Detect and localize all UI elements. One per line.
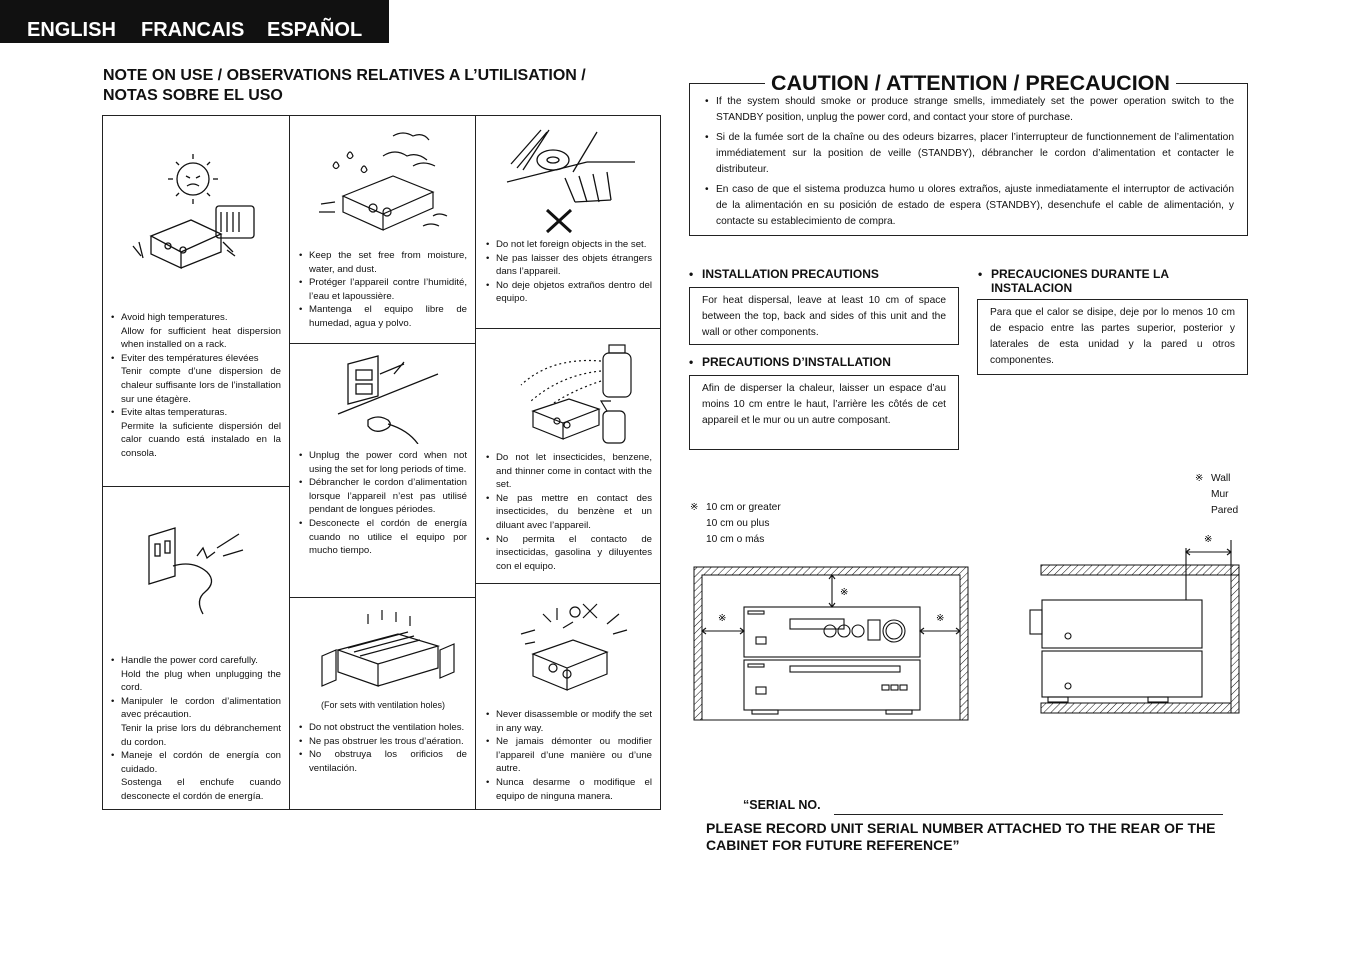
mark-left: ※: [718, 613, 727, 624]
serial-number-line: [834, 814, 1223, 815]
side-clearance-diagram: [1028, 530, 1243, 718]
serial-record-note: PLEASE RECORD UNIT SERIAL NUMBER ATTACHED TO THE REAR OF THE CABINET FOR FUTURE REFERENCE”: [706, 820, 1216, 853]
disassemble-illustration: [513, 594, 638, 699]
ventilation-illustration: [318, 610, 458, 695]
mark-right: ※: [936, 613, 945, 624]
installation-text-fr: Afin de disperser la chaleur, laisser un espace d’au moins 10 cm entre le haut, l’arrière les côtés de cet appareil et le mur ou un autre composant.: [689, 375, 959, 450]
front-clearance-diagram: [692, 565, 970, 723]
foreign-objects-illustration: [503, 124, 643, 234]
caution-list: • If the system should smoke or produce strange smells, immediately set the power operation switch to the STANDBY position, unplug the power cord, and contact your store of purchase. • Si de la fumée sort de la chaîne ou des odeurs bizarres, placer l’interrupteur de functionnement de l’alimentation immédiatement sur la position de veille (STANDBY), débrancher le cordon d’alimentation et contacter le distributeur. • En caso de que el sistema produzca humo u olores extraños, ajuste inmediatamente el interruptor de activación de la alimentación en su posición de estado de espera (STANDBY), desenchufe el cable de alimentación, y contacte su establecimiento de compra.: [705, 94, 1234, 234]
caution-title: CAUTION / ATTENTION / PRECAUCION: [765, 70, 1176, 96]
insecticide-illustration: [503, 341, 648, 451]
moisture-illustration: [313, 126, 458, 241]
note-grid: [102, 115, 661, 810]
installation-heading-fr: • PRECAUTIONS D’INSTALLATION: [689, 355, 891, 369]
moisture-notes: • Keep the set free from moisture, water, and dust. • Protéger l’appareil contre l’humidité, l’eau et lapoussière. • Mantenga el equipo libre de humedad, agua y polvo.: [299, 249, 467, 331]
installation-heading-en: • INSTALLATION PRECAUTIONS: [689, 267, 879, 281]
disassemble-notes: • Never disassemble or modify the set in any way. • Ne jamais démonter ou modifier l’appareil d’une manière ou d’une autre. • Nunca desarme o modifique el equipo de ninguna manera.: [486, 708, 652, 803]
power-cord-illustration: [133, 516, 253, 626]
mark-side: ※: [1204, 534, 1213, 545]
serial-label: “SERIAL NO.: [743, 798, 821, 812]
cord-notes: • Handle the power cord carefully. Hold the plug when unplugging the cord. • Manipuler le cordon d’alimentation avec précaution. Tenir la prise lors du débranchement du cordon. • Maneje el cordón de energía con cuidado. Sostenga el enchufe cuando desconecte el cordón de energía.: [111, 654, 281, 804]
mark-top: ※: [840, 587, 849, 598]
distance-legend: ※ 10 cm or greater 10 cm ou plus 10 cm o más: [690, 502, 781, 545]
vent-caption: (For sets with ventilation holes): [321, 700, 446, 710]
note-on-use-title: [103, 66, 663, 106]
hot-sun-illustration: [123, 146, 263, 276]
lang-espanol: ESPAÑOL: [267, 19, 363, 41]
language-bar: [0, 0, 389, 43]
installation-heading-es: • PRECAUCIONES DURANTE LA INSTALACION: [978, 267, 1170, 295]
note-title-line2: NOTAS SOBRE EL USO: [103, 87, 283, 104]
installation-text-es: Para que el calor se disipe, deje por lo menos 10 cm de espacio entre las partes superior, posterior y laterales de esta unidad y la pared u otros componentes.: [977, 299, 1248, 375]
installation-text-en: For heat dispersal, leave at least 10 cm of space between the top, back and sides of this unit and the wall or other components.: [689, 287, 959, 345]
lang-francais: FRANCAIS: [141, 19, 245, 41]
heat-notes: • Avoid high temperatures. Allow for sufficient heat dispersion when installed on a rack. • Eviter des températures élevées Tenir compte d’une dispersion de chaleur suffisante lors de l’installation sur une étagère. • Evite altas temperaturas. Permite la suficiente dispersión del calor cuando está instalado en la consola.: [111, 311, 281, 461]
insecticide-notes: • Do not let insecticides, benzene, and thinner come in contact with the set. • Ne pas mettre en contact des insecticides, du benzène et un diluant avec l’appareil. • No permita el contacto de insecticidas, gasolina y diluyentes con el equipo.: [486, 451, 652, 573]
lang-english: ENGLISH: [27, 19, 116, 41]
note-title-line1: NOTE ON USE / OBSERVATIONS RELATIVES A L’UTILISATION /: [103, 67, 586, 84]
foreign-notes: • Do not let foreign objects in the set. • Ne pas laisser des objets étrangers dans l’appareil. • No deje objetos extraños dentro del equipo.: [486, 238, 652, 306]
unplug-illustration: [328, 354, 448, 444]
unplug-notes: • Unplug the power cord when not using the set for long periods of time. • Débrancher le cordon d’alimentation lorsque l’appareil n’est pas utilisé pendant de longues périodes. • Desconecte el cordón de energía cuando no utilice el equipo por mucho tiempo.: [299, 449, 467, 558]
vent-notes: • Do not obstruct the ventilation holes. • Ne pas obstruer les trous d’aération. • No obstruya los orificios de ventilación.: [299, 721, 467, 775]
wall-legend: ※ Wall Mur Pared: [1195, 473, 1239, 516]
